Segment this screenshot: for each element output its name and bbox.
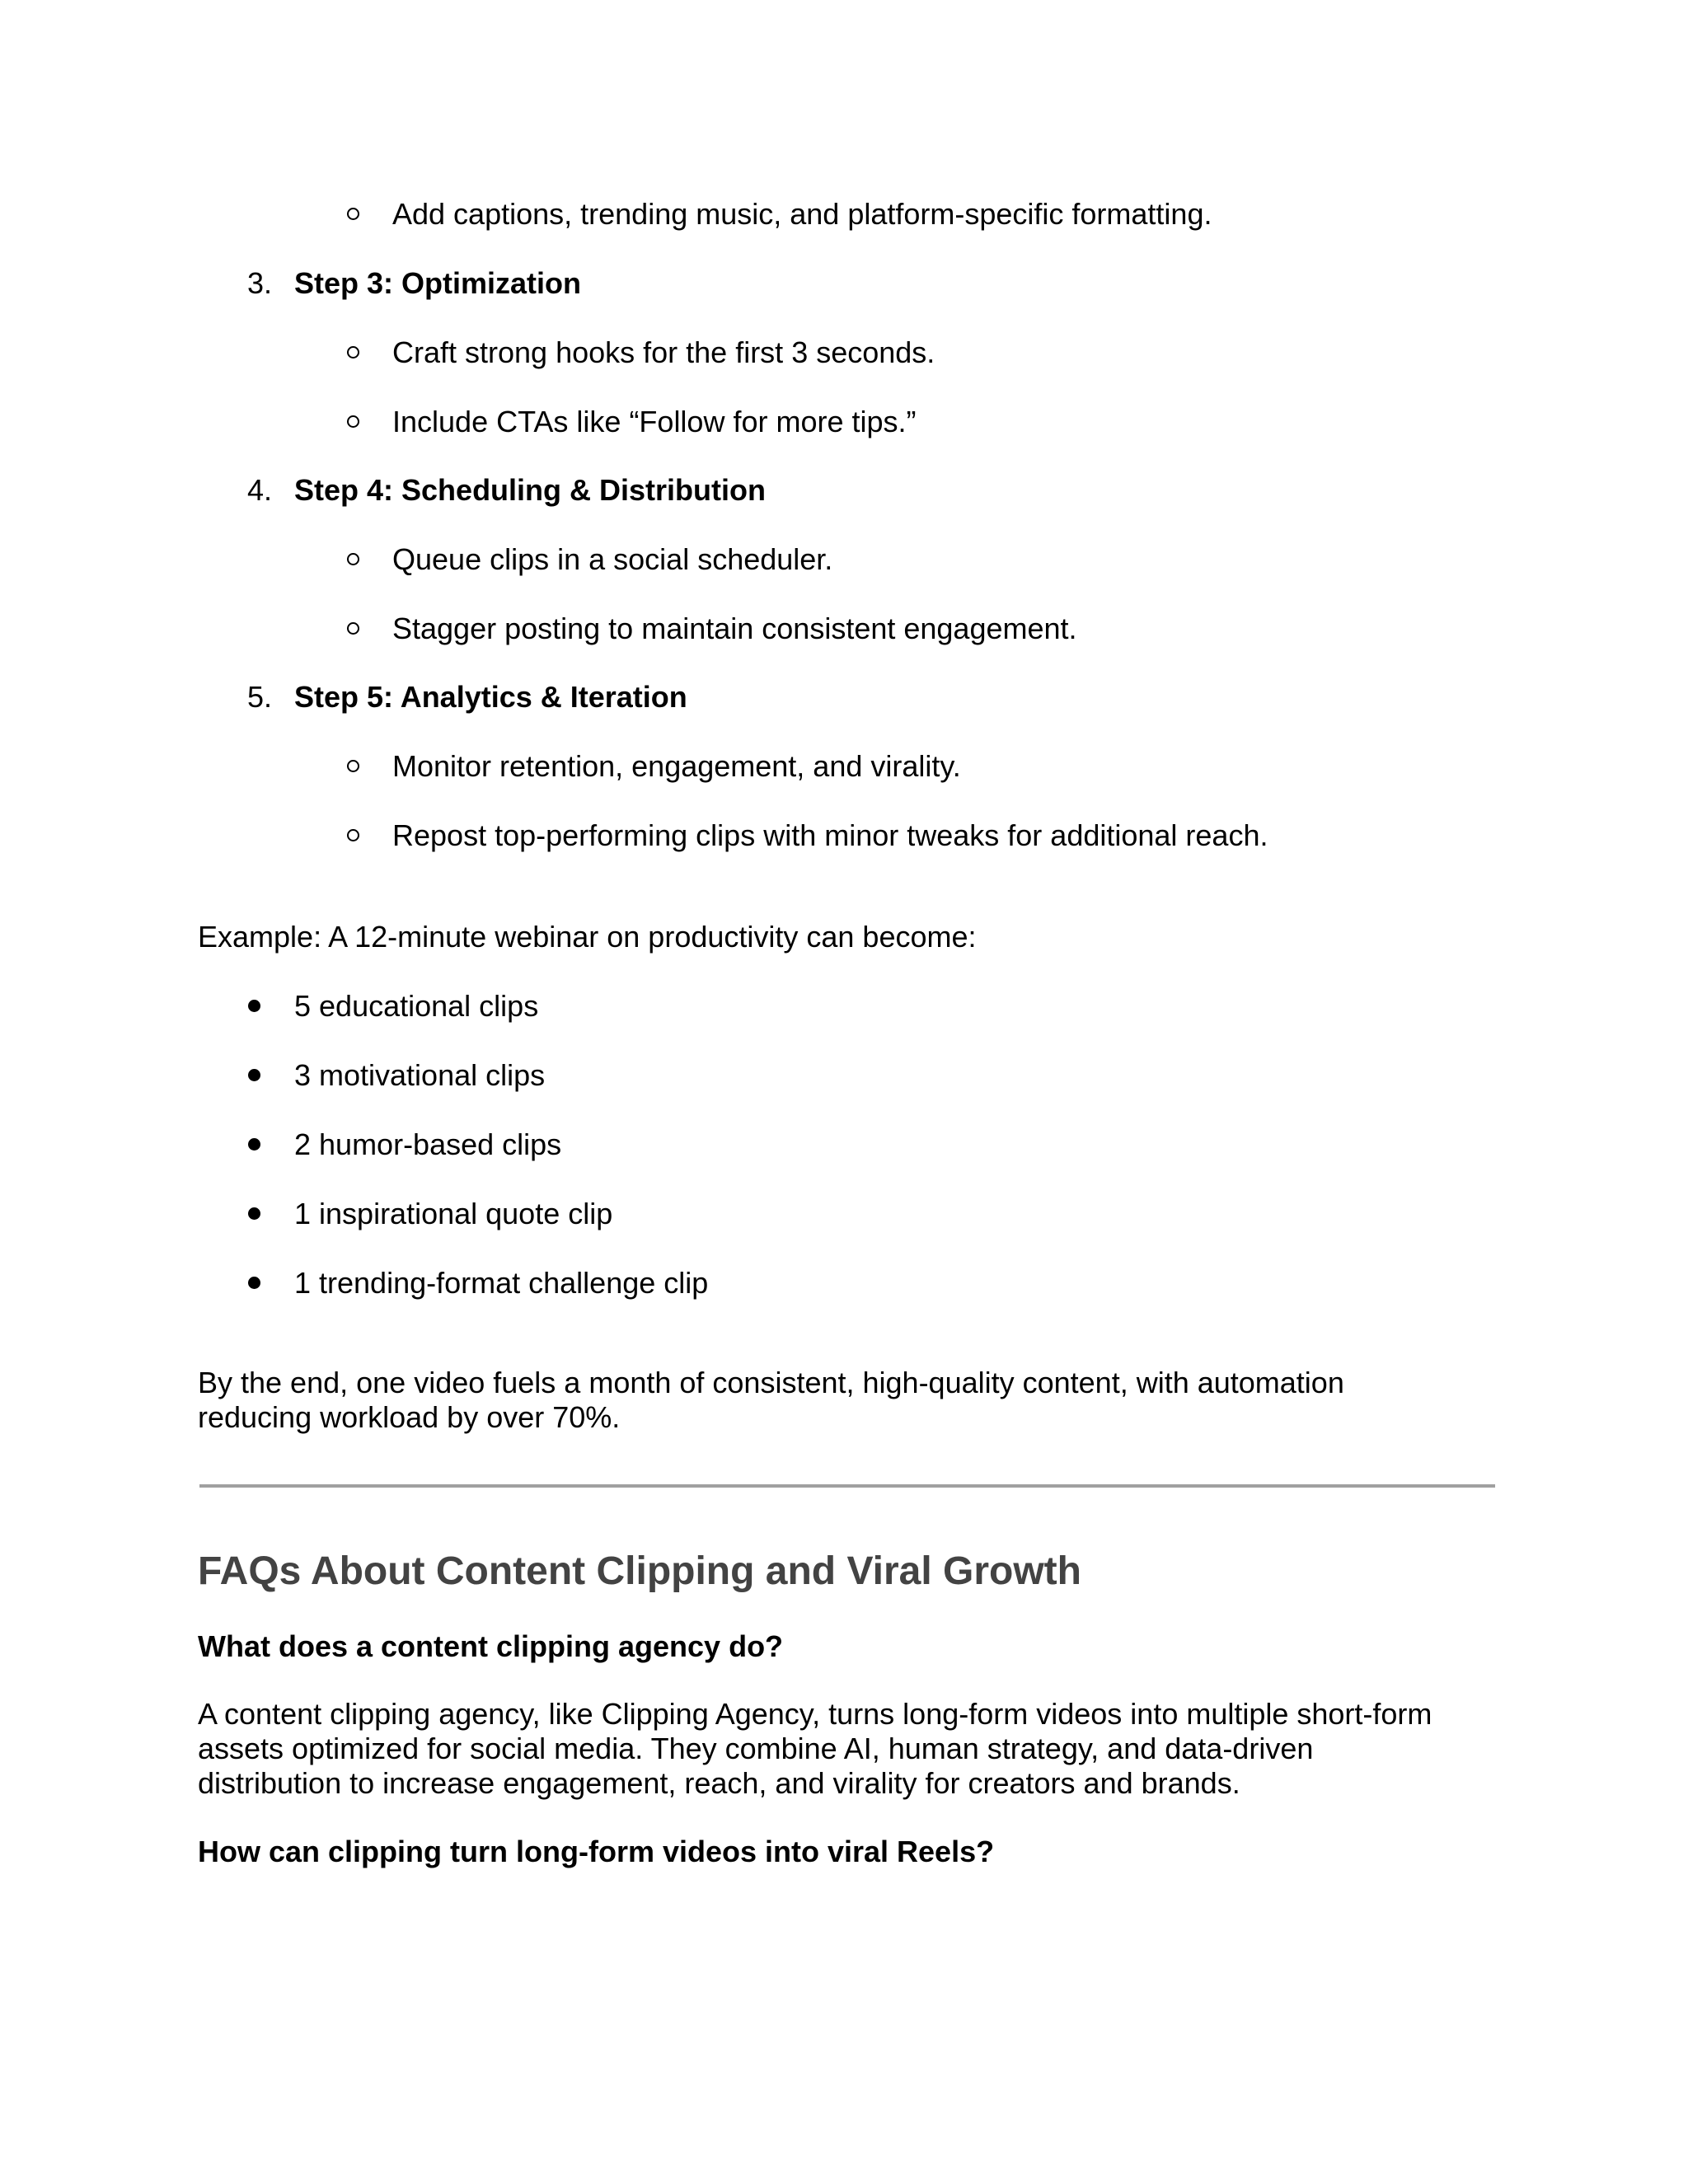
faq-answer-1-line-2: assets optimized for social media. They combine AI, human strategy, and data-driven [198, 1732, 1314, 1765]
hollow-bullet-icon [347, 553, 359, 565]
faq-question-1: What does a content clipping agency do? [198, 1629, 784, 1663]
example-item: 5 educational clips [294, 989, 539, 1023]
step4-title: Step 4: Scheduling & Distribution [294, 473, 767, 507]
faq-question-2: How can clipping turn long-form videos into viral Reels? [198, 1835, 995, 1868]
step5-number: 5. [246, 680, 272, 714]
faq-heading: FAQs About Content Clipping and Viral Growth [198, 1549, 1081, 1593]
hollow-bullet-icon [347, 346, 359, 359]
hollow-bullet-icon [347, 760, 359, 772]
faq-answer-1-line-3: distribution to increase engagement, reach, and virality for creators and brands. [198, 1766, 1240, 1800]
bullet-icon [248, 1277, 260, 1289]
example-item: 3 motivational clips [294, 1058, 546, 1092]
step3-subitem-1: Craft strong hooks for the first 3 seconds. [392, 335, 935, 369]
step5-title: Step 5: Analytics & Iteration [294, 680, 687, 714]
bullet-icon [248, 1138, 260, 1151]
hollow-bullet-icon [347, 208, 359, 220]
faq-answer-1-line-1: A content clipping agency, like Clipping Agency, turns long-form videos into multiple short-form [198, 1697, 1432, 1731]
example-conclusion-line-2: reducing workload by over 70%. [198, 1400, 621, 1434]
example-item: 2 humor-based clips [294, 1127, 562, 1161]
step3-subitem-2: Include CTAs like “Follow for more tips.” [392, 405, 917, 438]
example-conclusion-line-1: By the end, one video fuels a month of consistent, high-quality content, with automation [198, 1366, 1344, 1399]
step5-subitem-2: Repost top-performing clips with minor tweaks for additional reach. [392, 818, 1268, 852]
example-item: 1 trending-format challenge clip [294, 1266, 709, 1300]
bullet-icon [248, 1207, 260, 1220]
bullet-icon [248, 1069, 260, 1081]
step3-title: Step 3: Optimization [294, 266, 582, 300]
hollow-bullet-icon [347, 415, 359, 428]
bullet-icon [248, 1000, 260, 1012]
step5-subitem-1: Monitor retention, engagement, and virality. [392, 749, 961, 783]
step4-subitem-1: Queue clips in a social scheduler. [392, 542, 833, 576]
horizontal-divider [199, 1484, 1495, 1488]
step3-number: 3. [246, 266, 272, 300]
hollow-bullet-icon [347, 622, 359, 635]
hollow-bullet-icon [347, 829, 359, 841]
example-intro: Example: A 12-minute webinar on productivity can become: [198, 920, 977, 954]
step4-number: 4. [246, 473, 272, 507]
step2-subitem-1: Add captions, trending music, and platform-specific formatting. [392, 197, 1212, 231]
step4-subitem-2: Stagger posting to maintain consistent engagement. [392, 612, 1077, 645]
example-item: 1 inspirational quote clip [294, 1197, 613, 1230]
